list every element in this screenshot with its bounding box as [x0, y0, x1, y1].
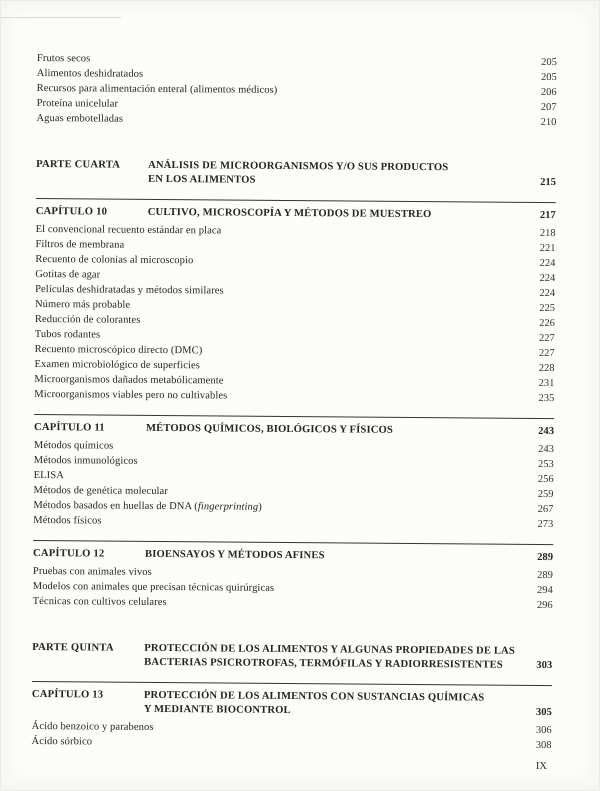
entry-page-number: 210	[540, 116, 557, 129]
toc	[32, 51, 557, 753]
entry-label: Número más probable	[34, 298, 131, 311]
entry-page-number: 235	[538, 392, 555, 405]
scan-edge-artifact	[1, 17, 121, 18]
part-heading	[36, 158, 556, 190]
toc-entry-list	[33, 564, 553, 613]
entry-page-number: 289	[537, 569, 553, 582]
entry-page-number: 256	[537, 473, 554, 486]
entry-label: Métodos de genética molecular	[33, 484, 168, 498]
heading-title-line: Y MEDIANTE BIOCONTROL	[143, 703, 291, 717]
entry-page-number: 227	[538, 347, 555, 360]
entry-page-number: 259	[537, 488, 554, 501]
entry-page-number: 296	[536, 599, 553, 612]
entry-page-number: 218	[539, 227, 556, 240]
heading-page-number: 305	[535, 706, 552, 719]
toc-section-part	[36, 158, 556, 190]
heading-title	[148, 206, 520, 223]
chapter-heading	[34, 421, 554, 439]
toc-entry-row	[32, 734, 552, 753]
toc-entry-list	[34, 222, 555, 406]
entry-page-number: 224	[539, 272, 556, 285]
entry-label: Filtros de membrana	[35, 238, 125, 251]
entry-page-number: 308	[535, 739, 552, 752]
entry-label: Recursos para alimentación enteral (alimentos médicos)	[36, 82, 278, 96]
toc-entry-row	[33, 513, 553, 532]
heading-page-number: 289	[537, 551, 554, 564]
heading-page-number: 243	[538, 425, 555, 438]
entry-label: Alimentos deshidratados	[36, 67, 144, 80]
entry-label: ELISA	[33, 469, 64, 482]
heading-title	[144, 642, 516, 673]
page-content	[32, 51, 557, 753]
toc-section-chapter	[33, 414, 554, 532]
entry-label: Proteína unicelular	[36, 97, 119, 110]
chapter-heading	[33, 547, 553, 565]
chapter-heading	[36, 205, 556, 223]
entry-page-number: 306	[535, 724, 552, 737]
toc-section-chapter	[34, 198, 556, 406]
entry-label: Examen microbiológico de superficies	[34, 358, 200, 372]
entry-label: Microorganismos dañados metabólicamente	[34, 373, 224, 387]
entry-label: Gotitas de agar	[35, 268, 101, 281]
entry-page-number: 206	[540, 86, 557, 99]
entry-page-number: 273	[537, 518, 554, 531]
toc-section-chapter	[33, 540, 554, 613]
entry-page-number: 224	[539, 287, 556, 300]
chapter-label: CAPÍTULO 10	[35, 205, 108, 218]
toc-entry-list	[33, 438, 554, 532]
entry-label: Frutos secos	[36, 52, 91, 65]
entry-page-number: 228	[538, 362, 555, 375]
toc-entry-row	[33, 594, 553, 613]
heading-title	[145, 548, 517, 565]
part-label: PARTE CUARTA	[36, 158, 121, 171]
toc-entry-row	[34, 387, 554, 406]
entry-page-number: 207	[540, 101, 557, 114]
entry-label: Ácido benzoico y parabenos	[31, 720, 154, 733]
entry-label: Métodos inmunológicos	[33, 454, 138, 467]
toc-section-chapter	[32, 681, 553, 753]
entry-page-number: 225	[539, 302, 556, 315]
entry-label-italic: fingerprinting	[197, 501, 259, 513]
entry-page-number: 226	[539, 317, 555, 330]
entry-label: Modelos con animales que precisan técnicas quirúrgicas	[32, 580, 275, 594]
entry-label: Recuento de colonias al microscopio	[35, 253, 194, 267]
entry-page-number: 253	[537, 458, 554, 471]
heading-title	[146, 422, 518, 439]
entry-page-number: 267	[537, 503, 554, 516]
entry-label: Técnicas con cultivos celulares	[32, 595, 167, 609]
entry-label: Métodos basados en huellas de DNA (fingerprinting)	[33, 499, 262, 513]
section-rule	[32, 681, 552, 686]
heading-page-number: 217	[539, 209, 556, 222]
section-rule	[34, 414, 554, 419]
entry-label: Microorganismos viables pero no cultivables	[34, 388, 228, 402]
entry-label: Aguas embotelladas	[36, 112, 124, 125]
heading-title-line: PROTECCIÓN DE LOS ALIMENTOS CON SUSTANCIAS QUÍMICAS	[143, 689, 485, 704]
heading-title-line: BIOENSAYOS Y MÉTODOS AFINES	[145, 548, 325, 562]
heading-title	[148, 159, 520, 190]
heading-title-line: BACTERIAS PSICROTROFAS, TERMÓFILAS Y RADIORRESISTENTES	[144, 656, 503, 671]
part-label: PARTE QUINTA	[32, 641, 114, 654]
toc-entry-list	[32, 719, 552, 753]
entry-page-number: 243	[538, 443, 554, 456]
entry-page-number: 227	[538, 332, 555, 345]
chapter-label: CAPÍTULO 11	[33, 421, 105, 434]
entry-label: Pruebas con animales vivos	[32, 565, 152, 578]
heading-title-line: PROTECCIÓN DE LOS ALIMENTOS Y ALGUNAS PROPIEDADES DE LAS	[144, 642, 515, 657]
entry-label: Reducción de colorantes	[34, 313, 141, 326]
heading-title-line: EN LOS ALIMENTOS	[147, 173, 256, 186]
toc-entry-list	[36, 51, 557, 130]
entry-label: Tubos rodantes	[34, 328, 101, 341]
toc-section-entries	[36, 51, 557, 130]
heading-page-number: 303	[536, 659, 553, 672]
entry-label: Métodos físicos	[33, 514, 102, 527]
entry-page-number: 205	[541, 56, 557, 69]
toc-entry-row	[36, 111, 556, 130]
entry-label: Ácido sórbico	[31, 735, 93, 748]
chapter-label: CAPÍTULO 12	[33, 547, 105, 560]
heading-title-line: ANÁLISIS DE MICROORGANISMOS Y/O SUS PRODUCTOS	[148, 159, 449, 174]
entry-page-number: 205	[541, 71, 557, 84]
section-rule	[36, 198, 556, 203]
entry-page-number: 221	[539, 242, 556, 255]
chapter-heading	[32, 688, 552, 720]
entry-label: Recuento microscópico directo (DMC)	[34, 343, 203, 357]
entry-label: El convencional recuento estándar en placa	[35, 223, 222, 237]
part-heading	[32, 641, 552, 673]
heading-title-line: CULTIVO, MICROSCOPÍA Y MÉTODOS DE MUESTREO	[147, 206, 432, 221]
heading-title-line: MÉTODOS QUÍMICOS, BIOLÓGICOS Y FÍSICOS	[145, 422, 394, 436]
entry-page-number: 231	[538, 377, 555, 390]
toc-section-part	[32, 641, 552, 673]
entry-page-number: 294	[536, 584, 553, 597]
entry-page-number: 224	[539, 257, 556, 270]
section-rule	[33, 540, 553, 545]
page-folio: IX	[535, 761, 547, 772]
chapter-label: CAPÍTULO 13	[31, 688, 104, 701]
heading-title	[144, 689, 516, 720]
entry-label: Métodos químicos	[33, 439, 114, 452]
entry-label: Películas deshidratadas y métodos similares	[35, 283, 224, 297]
heading-page-number: 215	[540, 176, 557, 189]
